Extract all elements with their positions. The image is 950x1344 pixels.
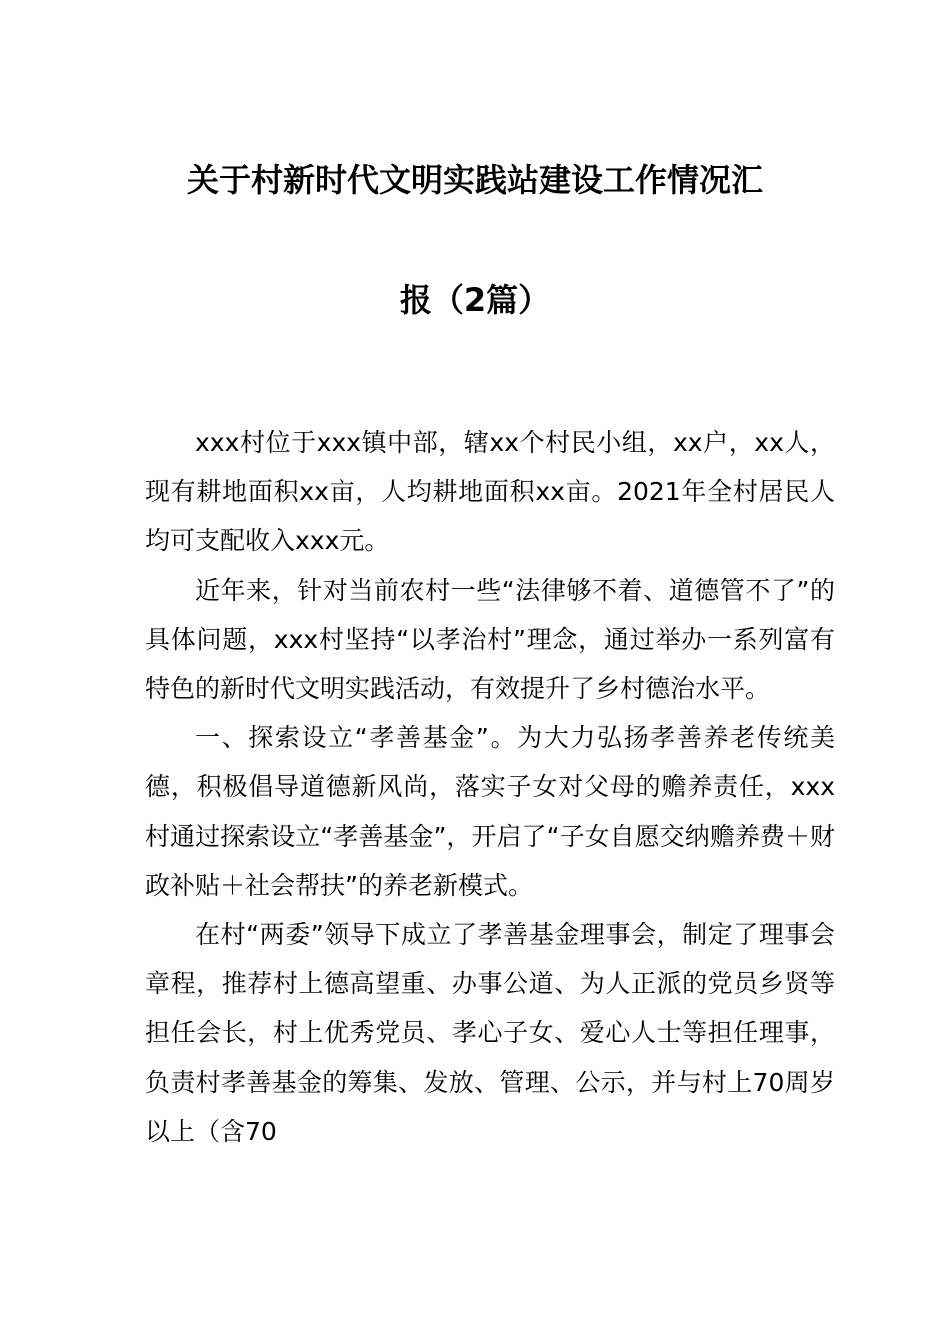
paragraph-4: 在村“两委”领导下成立了孝善基金理事会，制定了理事会章程，推荐村上德高望重、办事公道、为人正派的党员乡贤等担任会长，村上优秀党员、孝心子女、爱心人士等担任理事，负责村孝善基金的筹集、发放、管理、公示，并与村上70周岁以上（含70 [145, 920, 835, 1146]
paragraph-1: xxx村位于xxx镇中部，辖xx个村民小组，xx户，xx人，现有耕地面积xx亩，人均耕地面积xx亩。2021年全村居民人均可支配收入xxx元。 [145, 428, 835, 556]
document-title-line-1: 关于村新时代文明实践站建设工作情况汇 [186, 161, 763, 199]
paragraph-2: 近年来，针对当前农村一些“法律够不着、道德管不了”的具体问题，xxx村坚持“以孝治村”理念，通过举办一系列富有特色的新时代文明实践活动，有效提升了乡村德治水平。 [145, 575, 835, 704]
paragraph-3: 一、探索设立“孝善基金”。为大力弘扬孝善养老传统美德，积极倡导道德新风尚，落实子女对父母的赡养责任，xxx村通过探索设立“孝善基金”，开启了“子女自愿交纳赡养费＋财政补贴＋社会帮扶”的养老新模式。 [145, 723, 835, 900]
document-body [145, 418, 835, 1156]
document-title-line-2: 报（2篇） [399, 281, 551, 319]
